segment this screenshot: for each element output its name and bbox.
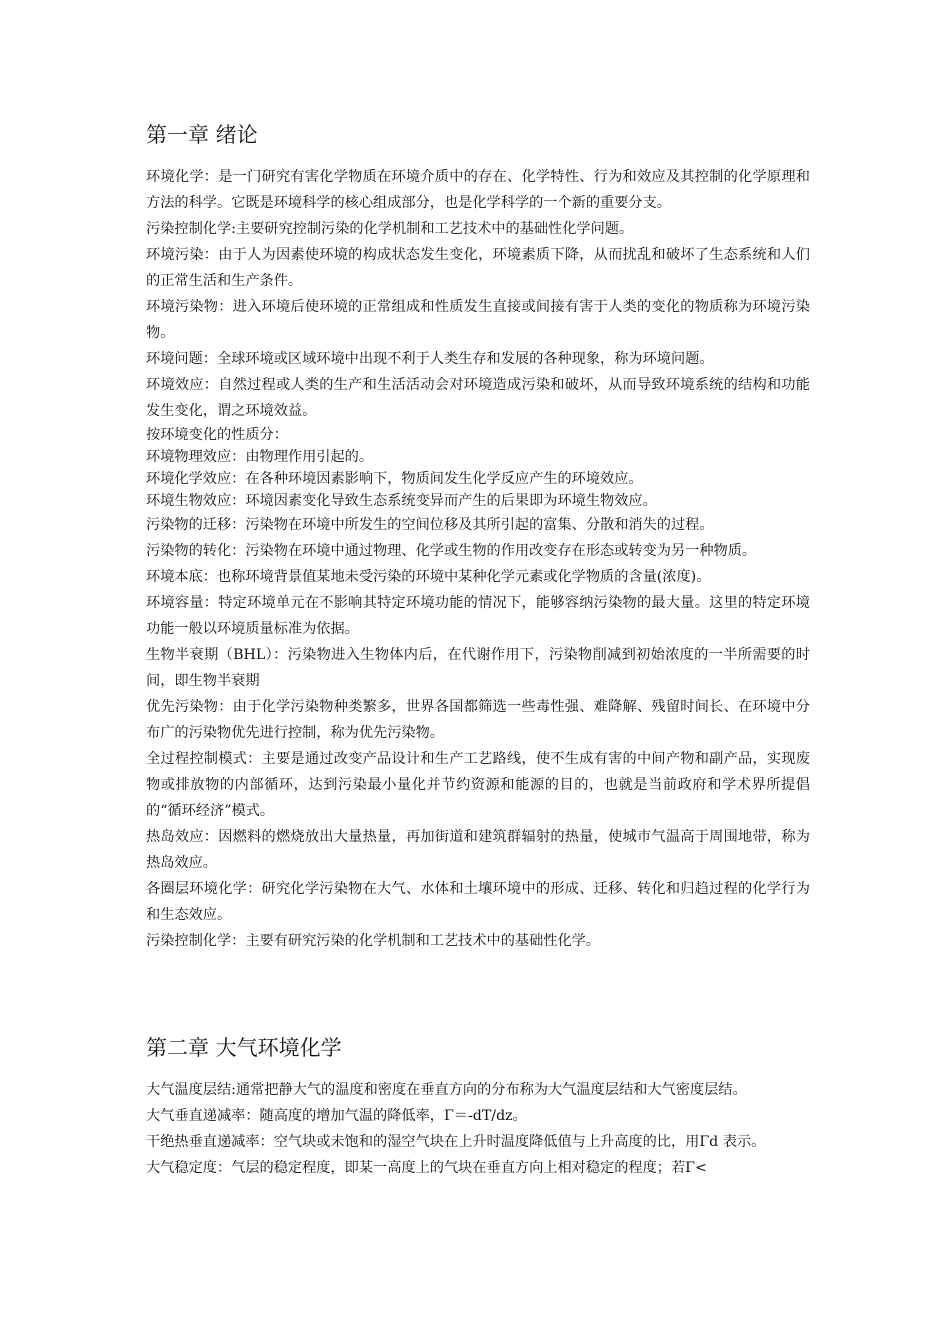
paragraph-temperature-stratification: 大气温度层结:通常把静大气的温度和密度在垂直方向的分布称为大气温度层结和大气密度层结。 xyxy=(146,1082,747,1098)
paragraph-whole-process-control: 全过程控制模式：主要是通过改变产品设计和生产工艺路线，使不生成有害的中间产物和副产品，实现废物或排放物的内部循环，达到污染最小量化并节约资源和能源的目的，也就是当前政府和学术界所提倡的“循环经济”模式。 xyxy=(146,751,810,819)
paragraph-environmental-pollution: 环境污染：由于人为因素使环境的构成状态发生变化，环境素质下降，从而扰乱和破坏了生态系统和人们的正常生活和生产条件。 xyxy=(146,247,810,289)
chapter-2-body xyxy=(146,1077,810,1181)
chapter-2-title: 第二章 大气环境化学 xyxy=(146,1036,342,1060)
paragraph-pollution-control-chemistry: 污染控制化学:主要研究控制污染的化学机制和工艺技术中的基础性化学问题。 xyxy=(146,221,634,237)
paragraph-heat-island: 热岛效应：因燃料的燃烧放出大量热量，再加街道和建筑群辐射的热量，使城市气温高于周围地带，称为热岛效应。 xyxy=(146,829,810,871)
paragraph-chemical-effect: 环境化学效应：在各种环境因素影响下，物质间发生化学反应产生的环境效应。 xyxy=(146,471,643,487)
paragraph-priority-pollutant: 优先污染物：由于化学污染物种类繁多，世界各国都筛选一些毒性强、难降解、残留时间长、在环境中分布广的污染物优先进行控制，称为优先污染物。 xyxy=(146,699,810,741)
paragraph-lapse-rate: 大气垂直递减率：随高度的增加气温的降低率，Γ＝-dT/dz。 xyxy=(146,1108,527,1124)
chapter-1-body xyxy=(146,164,810,954)
paragraph-effect-classification: 按环境变化的性质分： xyxy=(146,427,288,443)
paragraph-sphere-chemistry: 各圈层环境化学：研究化学污染物在大气、水体和土壤环境中的形成、迁移、转化和归趋过程的化学行为和生态效应。 xyxy=(146,881,810,923)
paragraph-atmospheric-stability: 大气稳定度：气层的稳定程度，即某一高度上的气块在垂直方向上相对稳定的程度；若Γ< xyxy=(146,1160,707,1176)
paragraph-physical-effect: 环境物理效应：由物理作用引起的。 xyxy=(146,449,374,465)
paragraph-environmental-problem: 环境问题：全球环境或区域环境中出现不利于人类生存和发展的各种现象，称为环境问题。 xyxy=(146,351,714,367)
paragraph-biological-effect: 环境生物效应：环境因素变化导致生态系统变异而产生的后果即为环境生物效应。 xyxy=(146,493,657,509)
paragraph-environmental-capacity: 环境容量：特定环境单元在不影响其特定环境功能的情况下，能够容纳污染物的最大量。这里的特定环境功能一般以环境质量标准为依据。 xyxy=(146,595,810,637)
paragraph-pollution-control-chemistry-2: 污染控制化学：主要有研究污染的化学机制和工艺技术中的基础性化学。 xyxy=(146,933,601,949)
chapter-1-title: 第一章 绪论 xyxy=(146,123,258,147)
paragraph-pollutant-transformation: 污染物的转化：污染物在环境中通过物理、化学或生物的作用改变存在形态或转变为另一种物质。 xyxy=(146,543,757,559)
paragraph-biological-half-life: 生物半衰期（BHL）：污染物进入生物体内后，在代谢作用下，污染物削减到初始浓度的一半所需要的时间，即生物半衰期 xyxy=(146,647,810,689)
paragraph-environmental-pollutant: 环境污染物：进入环境后使环境的正常组成和性质发生直接或间接有害于人类的变化的物质称为环境污染物。 xyxy=(146,299,810,341)
paragraph-environmental-background: 环境本底：也称环境背景值某地未受污染的环境中某种化学元素或化学物质的含量(浓度)。 xyxy=(146,569,711,585)
paragraph-environmental-effect: 环境效应：自然过程或人类的生产和生活活动会对环境造成污染和破坏，从而导致环境系统的结构和功能发生变化，谓之环境效益。 xyxy=(146,377,810,419)
paragraph-pollutant-migration: 污染物的迁移：污染物在环境中所发生的空间位移及其所引起的富集、分散和消失的过程。 xyxy=(146,517,714,533)
paragraph-environmental-chemistry: 环境化学：是一门研究有害化学物质在环境介质中的存在、化学特性、行为和效应及其控制的化学原理和方法的科学。它既是环境科学的核心组成部分，也是化学科学的一个新的重要分支。 xyxy=(146,169,810,211)
paragraph-dry-adiabatic-lapse-rate: 干绝热垂直递减率：空气块或未饱和的湿空气块在上升时温度降低值与上升高度的比，用Γd 表示。 xyxy=(146,1134,766,1150)
